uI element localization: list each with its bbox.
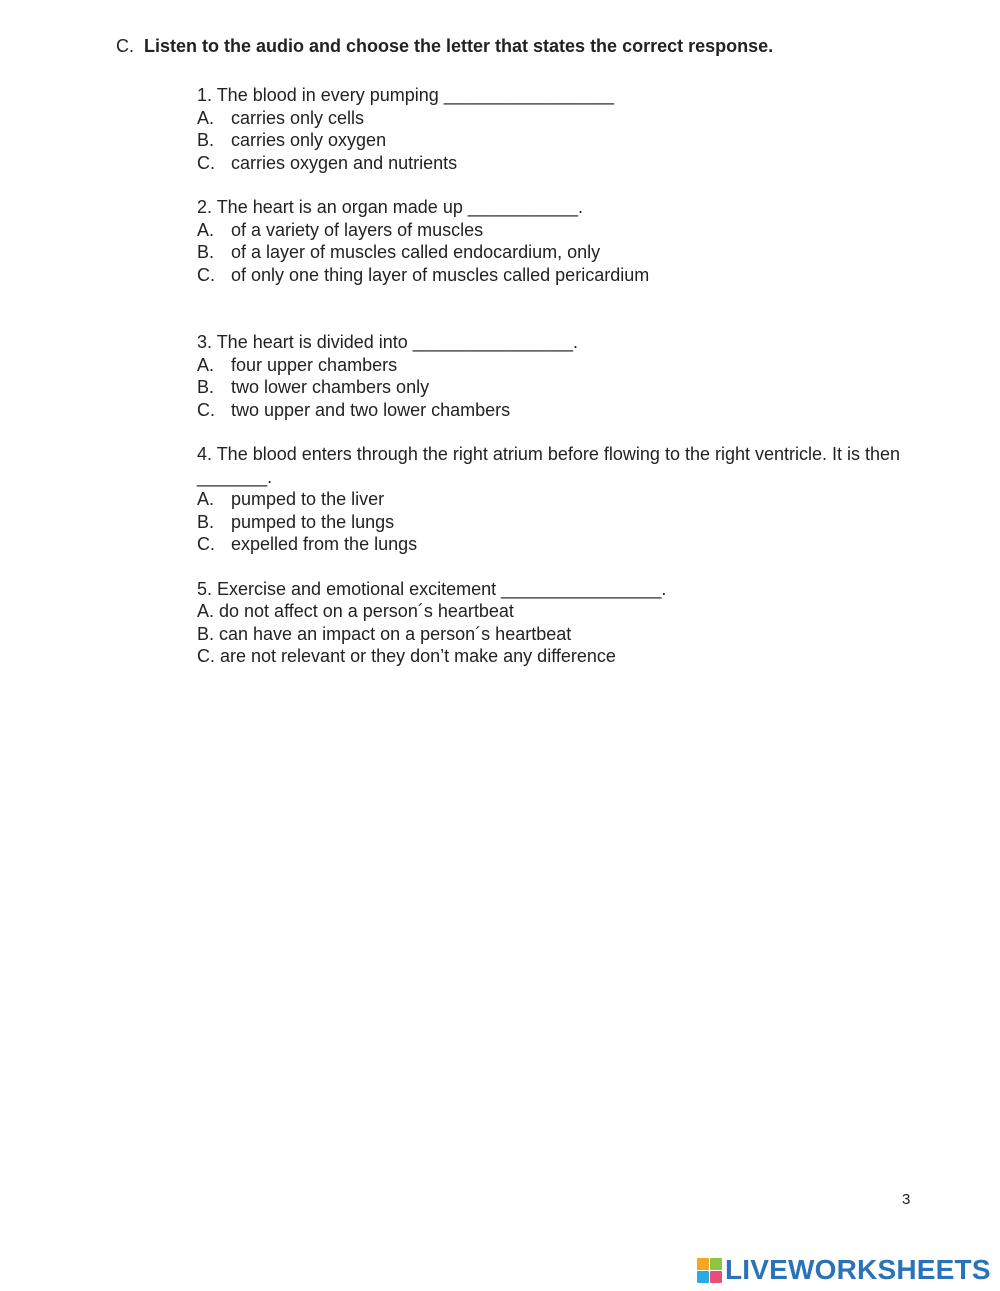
liveworksheets-brand[interactable] bbox=[697, 1254, 991, 1286]
option-c[interactable] bbox=[197, 152, 907, 175]
question-1 bbox=[197, 84, 907, 174]
option-c[interactable] bbox=[197, 399, 907, 422]
option-text: can have an impact on a person´s heartbeat bbox=[219, 623, 572, 644]
section-letter: C. bbox=[116, 36, 134, 56]
question-list bbox=[197, 84, 907, 668]
option-letter: B. bbox=[197, 242, 215, 262]
option-letter: B. bbox=[197, 377, 215, 397]
option-text: two upper and two lower chambers bbox=[231, 399, 511, 420]
option-a[interactable] bbox=[197, 354, 907, 377]
question-text: 2. The heart is an organ made up ___________. bbox=[197, 197, 583, 217]
page-number: 3 bbox=[902, 1191, 911, 1208]
option-text: carries only cells bbox=[231, 107, 365, 128]
option-letter: A. bbox=[197, 107, 215, 128]
option-c[interactable] bbox=[197, 264, 907, 287]
option-b[interactable] bbox=[197, 623, 907, 646]
option-letter: B. bbox=[197, 130, 215, 150]
option-c[interactable] bbox=[197, 533, 907, 556]
section-heading bbox=[116, 34, 773, 58]
option-text: of a layer of muscles called endocardium, only bbox=[231, 242, 601, 262]
option-a[interactable] bbox=[197, 107, 907, 130]
option-letter: C. bbox=[197, 152, 215, 173]
logo-tile-l bbox=[697, 1258, 709, 1270]
question-text: 1. The blood in every pumping _________________ bbox=[197, 85, 615, 105]
option-text: pumped to the lungs bbox=[231, 511, 395, 532]
option-a[interactable] bbox=[197, 219, 907, 242]
option-letter: A. bbox=[197, 601, 215, 621]
option-text: of only one thing layer of muscles called pericardium bbox=[231, 264, 650, 285]
brand-name: LIVEWORKSHEETS bbox=[725, 1254, 991, 1285]
logo-tile-e bbox=[710, 1271, 722, 1283]
question-2 bbox=[197, 196, 907, 286]
option-b[interactable] bbox=[197, 241, 907, 264]
option-letter: A. bbox=[197, 219, 215, 240]
option-text: expelled from the lungs bbox=[231, 534, 418, 554]
question-3 bbox=[197, 331, 907, 421]
option-letter: C. bbox=[197, 264, 215, 285]
option-b[interactable] bbox=[197, 511, 907, 534]
option-text: four upper chambers bbox=[231, 354, 398, 375]
option-a[interactable] bbox=[197, 600, 907, 623]
option-text: two lower chambers only bbox=[231, 377, 430, 397]
option-letter: C. bbox=[197, 646, 215, 666]
option-text: do not affect on a person´s heartbeat bbox=[219, 601, 514, 621]
option-a[interactable] bbox=[197, 488, 907, 511]
section-instruction: Listen to the audio and choose the letter that states the correct response. bbox=[144, 36, 774, 56]
option-text: pumped to the liver bbox=[231, 489, 385, 509]
logo-tile-i bbox=[710, 1258, 722, 1270]
question-text: 5. Exercise and emotional excitement ________________. bbox=[197, 578, 667, 599]
option-letter: C. bbox=[197, 399, 215, 420]
liveworksheets-logo-icon bbox=[697, 1258, 722, 1283]
option-letter: B. bbox=[197, 623, 215, 644]
option-text: carries oxygen and nutrients bbox=[231, 152, 458, 173]
option-letter: A. bbox=[197, 489, 215, 509]
option-b[interactable] bbox=[197, 129, 907, 152]
question-text: 4. The blood enters through the right atrium before flowing to the right ventricle. It is then _______. bbox=[197, 444, 901, 487]
option-text: of a variety of layers of muscles bbox=[231, 219, 484, 240]
option-letter: C. bbox=[197, 534, 215, 554]
option-letter: A. bbox=[197, 354, 215, 375]
option-c[interactable] bbox=[197, 645, 907, 668]
option-text: carries only oxygen bbox=[231, 130, 387, 150]
option-letter: B. bbox=[197, 511, 215, 532]
question-text: 3. The heart is divided into ________________. bbox=[197, 332, 578, 352]
option-b[interactable] bbox=[197, 376, 907, 399]
logo-tile-v bbox=[697, 1271, 709, 1283]
option-text: are not relevant or they don’t make any difference bbox=[220, 646, 616, 666]
question-5 bbox=[197, 578, 907, 668]
question-4 bbox=[197, 443, 907, 556]
